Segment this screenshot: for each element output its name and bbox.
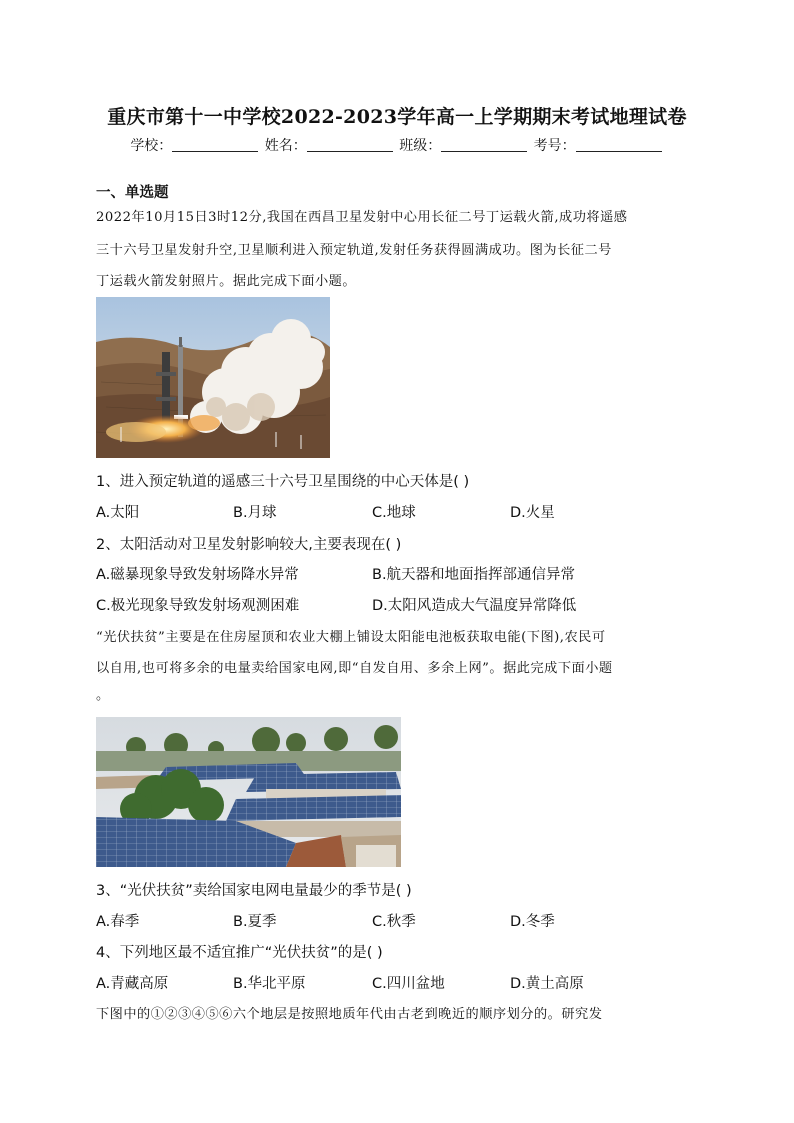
q1-option-d[interactable]: D.火星 <box>510 505 555 521</box>
passage1-line1: 2022年10月15日3时12分,我国在西昌卫星发射中心用长征二号丁运载火箭,成功将遥感 <box>96 210 628 225</box>
q1-option-b[interactable]: B.月球 <box>233 505 277 521</box>
passage2-line1: “光伏扶贫”主要是在住房屋顶和农业大棚上铺设太阳能电池板获取电能(下图),农民可 <box>96 630 606 645</box>
q4-option-d[interactable]: D.黄土高原 <box>510 976 584 992</box>
exam-no-label: 考号： <box>533 138 576 154</box>
q3-option-c[interactable]: C.秋季 <box>372 914 416 930</box>
class-label: 班级： <box>399 138 442 154</box>
solar-panels-image <box>96 717 401 867</box>
passage3-line1: 下图中的①②③④⑤⑥六个地层是按照地质年代由古老到晚近的顺序划分的。研究发 <box>96 1007 603 1022</box>
school-label: 学校： <box>130 138 173 154</box>
q1-option-c[interactable]: C.地球 <box>372 505 416 521</box>
school-blank <box>172 137 258 152</box>
rocket-launch-image <box>96 297 330 458</box>
q2-option-b[interactable]: B.航天器和地面指挥部通信异常 <box>372 567 576 583</box>
passage2-line3: 。 <box>96 688 110 703</box>
q2-option-c[interactable]: C.极光现象导致发射场观测困难 <box>96 598 300 614</box>
q3-option-d[interactable]: D.冬季 <box>510 914 555 930</box>
question-2-stem: 2、太阳活动对卫星发射影响较大,主要表现在( ) <box>96 537 402 553</box>
q2-option-a[interactable]: A.磁暴现象导致发射场降水异常 <box>96 567 299 583</box>
q1-option-a[interactable]: A.太阳 <box>96 505 140 521</box>
solar-panels-photo <box>96 717 401 867</box>
exam-no-blank <box>576 137 662 152</box>
name-label: 姓名： <box>264 138 307 154</box>
passage1-line2: 三十六号卫星发射升空,卫星顺利进入预定轨道,发射任务获得圆满成功。图为长征二号 <box>96 243 612 258</box>
section-heading: 一、单选题 <box>96 185 169 201</box>
question-1-stem: 1、进入预定轨道的遥感三十六号卫星围绕的中心天体是( ) <box>96 474 470 490</box>
passage1-line3: 丁运载火箭发射照片。据此完成下面小题。 <box>96 274 357 289</box>
question-4-stem: 4、下列地区最不适宜推广“光伏扶贫”的是( ) <box>96 945 383 961</box>
q3-option-a[interactable]: A.春季 <box>96 914 140 930</box>
student-info-line <box>0 135 794 155</box>
page-title: 重庆市第十一中学校2022-2023学年高一上学期期末考试地理试卷 <box>107 106 687 128</box>
rocket-launch-photo <box>96 297 330 458</box>
passage2-line2: 以自用,也可将多余的电量卖给国家电网,即“自发自用、多余上网”。据此完成下面小题 <box>96 661 613 676</box>
class-blank <box>441 137 527 152</box>
q4-option-a[interactable]: A.青藏高原 <box>96 976 169 992</box>
question-3-stem: 3、“光伏扶贫”卖给国家电网电量最少的季节是( ) <box>96 883 412 899</box>
q3-option-b[interactable]: B.夏季 <box>233 914 277 930</box>
q2-option-d[interactable]: D.太阳风造成大气温度异常降低 <box>372 598 577 614</box>
q4-option-b[interactable]: B.华北平原 <box>233 976 306 992</box>
q4-option-c[interactable]: C.四川盆地 <box>372 976 445 992</box>
name-blank <box>307 137 393 152</box>
